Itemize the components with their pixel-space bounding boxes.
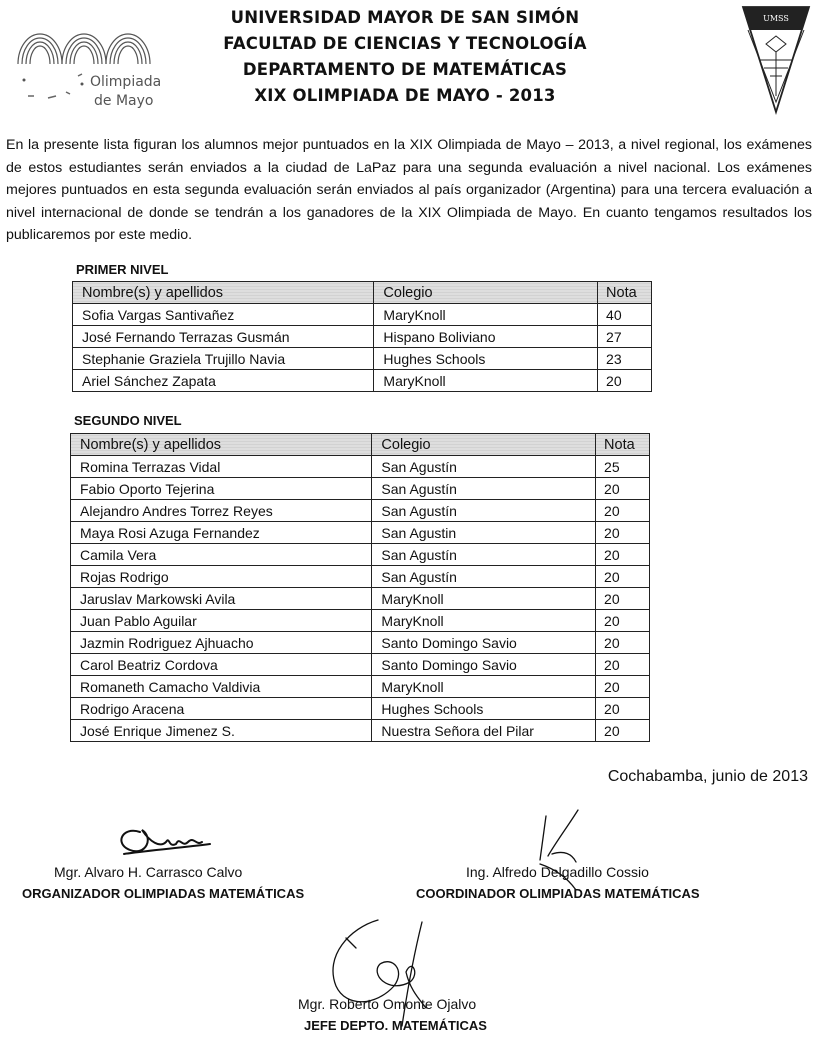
column-header-name: Nombre(s) y apellidos: [71, 434, 372, 456]
column-header-score: Nota: [596, 434, 650, 456]
school-name: MaryKnoll: [372, 588, 596, 610]
student-name: Maya Rosi Azuga Fernandez: [71, 522, 372, 544]
score: 20: [596, 500, 650, 522]
primer-nivel-title: PRIMER NIVEL: [76, 262, 169, 277]
table-row: [71, 610, 650, 632]
school-name: San Agustín: [372, 500, 596, 522]
signer-right-role: COORDINADOR OLIMPIADAS MATEMÁTICAS: [416, 886, 700, 901]
student-name: José Fernando Terrazas Gusmán: [73, 326, 374, 348]
score: 20: [596, 698, 650, 720]
signer-right-name: Ing. Alfredo Delgadillo Cossio: [466, 864, 649, 880]
signer-left-role: ORGANIZADOR OLIMPIADAS MATEMÁTICAS: [22, 886, 305, 901]
table-row: [71, 544, 650, 566]
table-row: [71, 698, 650, 720]
faculty-name: FACULTAD DE CIENCIAS Y TECNOLOGÍA: [223, 34, 587, 53]
signature-left: [110, 808, 220, 868]
table-row: [71, 566, 650, 588]
department-name: DEPARTAMENTO DE MATEMÁTICAS: [242, 60, 568, 79]
school-name: MaryKnoll: [374, 304, 598, 326]
student-name: Jaruslav Markowski Avila: [71, 588, 372, 610]
school-name: San Agustín: [372, 456, 596, 478]
score: 40: [598, 304, 652, 326]
table-row: [71, 456, 650, 478]
score: 20: [596, 654, 650, 676]
school-name: Hughes Schools: [374, 348, 598, 370]
score: 25: [596, 456, 650, 478]
table-row: [71, 654, 650, 676]
school-name: MaryKnoll: [374, 370, 598, 392]
table-header-row: [71, 434, 650, 456]
score: 20: [596, 544, 650, 566]
table-row: [71, 720, 650, 742]
column-header-name: Nombre(s) y apellidos: [73, 282, 374, 304]
table-row: [73, 370, 652, 392]
table-row: [71, 478, 650, 500]
student-name: Alejandro Andres Torrez Reyes: [71, 500, 372, 522]
student-name: Ariel Sánchez Zapata: [73, 370, 374, 392]
table-header-row: [73, 282, 652, 304]
score: 23: [598, 348, 652, 370]
score: 20: [596, 522, 650, 544]
score: 20: [596, 632, 650, 654]
signer-left-name: Mgr. Alvaro H. Carrasco Calvo: [54, 864, 243, 880]
student-name: Jazmin Rodriguez Ajhuacho: [71, 632, 372, 654]
score: 20: [596, 588, 650, 610]
school-name: Nuestra Señora del Pilar: [372, 720, 596, 742]
signature-center: [318, 908, 448, 1032]
student-name: Carol Beatriz Cordova: [71, 654, 372, 676]
student-name: Juan Pablo Aguilar: [71, 610, 372, 632]
intro-paragraph: En la presente lista figuran los alumnos mejor puntuados en la XIX Olimpiada de Mayo – 2013, a nivel regional, los exámenes de estos estudiantes serán enviados a la ciudad de LaPaz para una segunda evaluación a nivel nacional. Los exámenes mejores puntuados en esta segunda evaluación serán enviados al país organizador (Argentina) para una tercera evaluación a nivel internacional de donde se tendrán a los ganadores de la XIX Olimpiada de Mayo. En cuanto tengamos resultados los publicaremos por este medio.: [6, 137, 812, 243]
olimpiada-de-mayo-logo: [4, 14, 204, 114]
score: 27: [598, 326, 652, 348]
olympiad-title: XIX OLIMPIADA DE MAYO - 2013: [254, 86, 556, 105]
table-row: [71, 676, 650, 698]
school-name: MaryKnoll: [372, 676, 596, 698]
table-row: [71, 632, 650, 654]
signature-right: [520, 796, 600, 896]
signer-center-name: Mgr. Roberto Omonte Ojalvo: [298, 996, 477, 1012]
school-name: San Agustin: [372, 522, 596, 544]
school-name: Santo Domingo Savio: [372, 632, 596, 654]
column-header-school: Colegio: [374, 282, 598, 304]
signer-center-role: JEFE DEPTO. MATEMÁTICAS: [304, 1018, 487, 1033]
student-name: Camila Vera: [71, 544, 372, 566]
score: 20: [598, 370, 652, 392]
score: 20: [596, 676, 650, 698]
student-name: Rojas Rodrigo: [71, 566, 372, 588]
school-name: San Agustín: [372, 478, 596, 500]
score: 20: [596, 720, 650, 742]
place-date: Cochabamba, junio de 2013: [607, 768, 808, 785]
school-name: San Agustín: [372, 544, 596, 566]
table-row: [71, 522, 650, 544]
olimpiada-logo-graphic: [4, 14, 204, 114]
table-row: [73, 304, 652, 326]
student-name: Romina Terrazas Vidal: [71, 456, 372, 478]
university-name: UNIVERSIDAD MAYOR DE SAN SIMÓN: [230, 8, 580, 27]
column-header-school: Colegio: [372, 434, 596, 456]
school-name: Santo Domingo Savio: [372, 654, 596, 676]
student-name: Romaneth Camacho Valdivia: [71, 676, 372, 698]
segundo-nivel-title: SEGUNDO NIVEL: [74, 413, 182, 428]
table-row: [71, 500, 650, 522]
score: 20: [596, 478, 650, 500]
school-name: MaryKnoll: [372, 610, 596, 632]
score: 20: [596, 610, 650, 632]
column-header-score: Nota: [598, 282, 652, 304]
primer-nivel-table: [72, 281, 652, 392]
student-name: José Enrique Jimenez S.: [71, 720, 372, 742]
segundo-nivel-table: [70, 433, 650, 742]
student-name: Stephanie Graziela Trujillo Navia: [73, 348, 374, 370]
school-name: Hispano Boliviano: [374, 326, 598, 348]
student-name: Sofia Vargas Santivañez: [73, 304, 374, 326]
table-row: [73, 326, 652, 348]
student-name: Rodrigo Aracena: [71, 698, 372, 720]
student-name: Fabio Oporto Tejerina: [71, 478, 372, 500]
table-row: [73, 348, 652, 370]
table-row: [71, 588, 650, 610]
umss-shield-graphic: [740, 4, 812, 116]
score: 20: [596, 566, 650, 588]
logo-text-line2: de Mayo: [94, 93, 154, 109]
logo-text-line1: Olimpiada: [90, 74, 162, 90]
school-name: Hughes Schools: [372, 698, 596, 720]
umss-logo-text: UMSS: [763, 14, 789, 23]
school-name: San Agustín: [372, 566, 596, 588]
umss-shield-logo: [740, 4, 812, 116]
